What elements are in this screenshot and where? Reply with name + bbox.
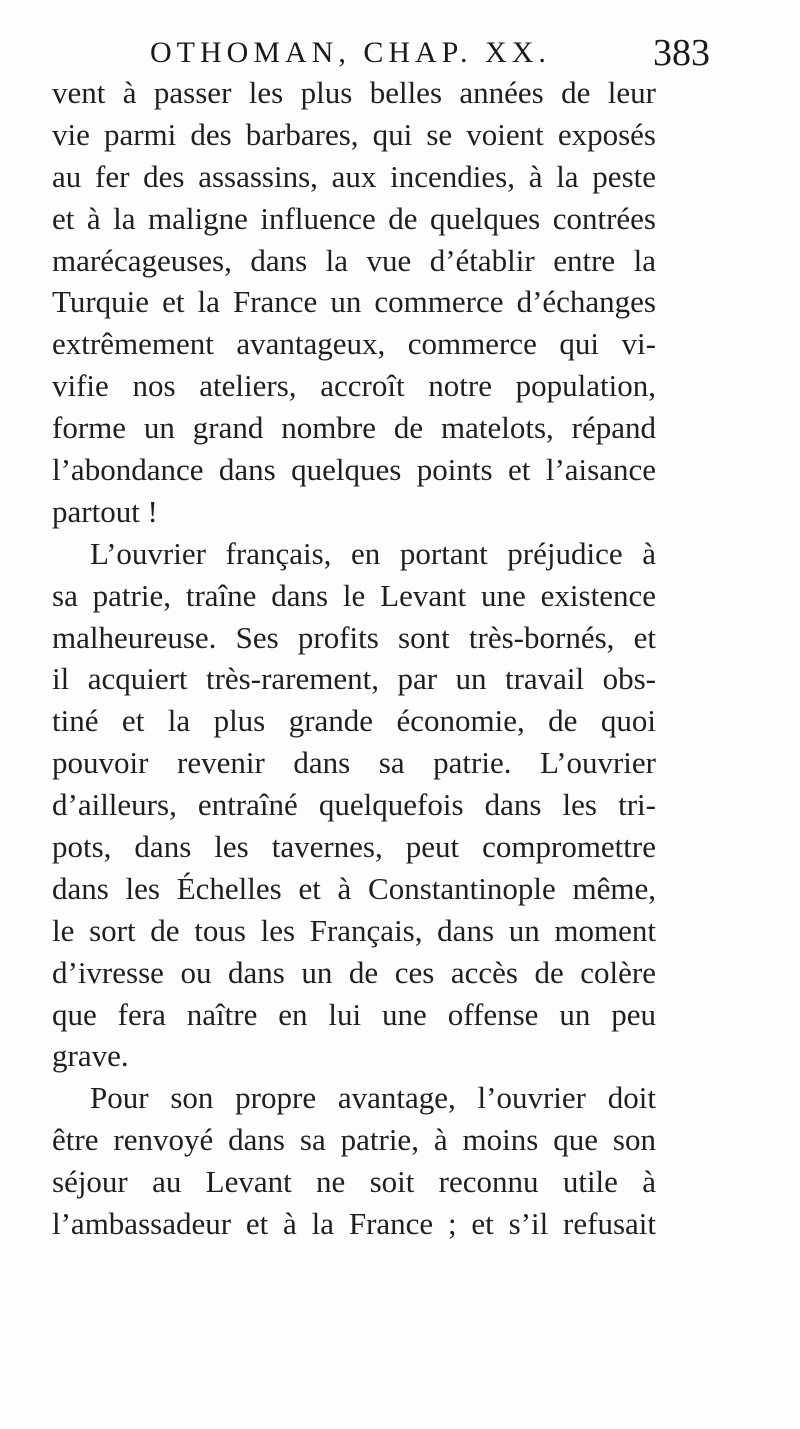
text-line: être renvoyé dans sa patrie, à moins que son	[52, 1122, 656, 1158]
text-line: le sort de tous les Français, dans un moment	[52, 912, 656, 948]
paragraph-start-line: Pour son propre avantage, l’ouvrier doit	[90, 1080, 656, 1116]
page-header	[150, 28, 710, 78]
text-line: vent à passer les plus belles années de leur	[52, 75, 656, 110]
paragraph-end-line: grave.	[52, 1038, 129, 1074]
text-line: que fera naître en lui une offense un peu	[52, 996, 656, 1032]
text-line: marécageuses, dans la vue d’établir entre la	[52, 242, 656, 278]
running-head: OTHOMAN, CHAP. XX.	[150, 36, 551, 69]
text-line: sa patrie, traîne dans le Levant une existence	[52, 577, 656, 613]
text-line: pots, dans les tavernes, peut compromettre	[52, 829, 656, 865]
text-line: malheureuse. Ses profits sont très-bornés, et	[52, 619, 656, 655]
text-line: l’ambassadeur et à la France ; et s’il refusait	[52, 1206, 656, 1242]
body-text	[52, 72, 656, 1245]
text-line: extrêmement avantageux, commerce qui vi-	[52, 326, 656, 362]
text-line: au fer des assassins, aux incendies, à la peste	[52, 158, 656, 194]
page-number: 383	[653, 32, 710, 74]
paragraph-end-line: partout !	[52, 493, 158, 529]
text-line: vie parmi des barbares, qui se voient exposés	[52, 116, 656, 152]
text-line: séjour au Levant ne soit reconnu utile à	[52, 1164, 656, 1200]
text-line: il acquiert très-rarement, par un travail obs-	[52, 661, 656, 697]
text-line: et à la maligne influence de quelques contrées	[52, 200, 656, 236]
text-line: tiné et la plus grande économie, de quoi	[52, 703, 656, 739]
text-line: vifie nos ateliers, accroît notre population,	[52, 368, 656, 404]
text-line: d’ailleurs, entraîné quelquefois dans les tri-	[52, 787, 656, 823]
text-line: Turquie et la France un commerce d’échanges	[52, 284, 656, 320]
text-line: pouvoir revenir dans sa patrie. L’ouvrier	[52, 745, 656, 781]
text-line: l’abondance dans quelques points et l’aisance	[52, 452, 656, 488]
text-line: dans les Échelles et à Constantinople même,	[52, 870, 656, 906]
text-line: forme un grand nombre de matelots, répand	[52, 410, 656, 446]
paragraph-start-line: L’ouvrier français, en portant préjudice à	[90, 535, 656, 571]
text-line: d’ivresse ou dans un de ces accès de colère	[52, 954, 656, 990]
